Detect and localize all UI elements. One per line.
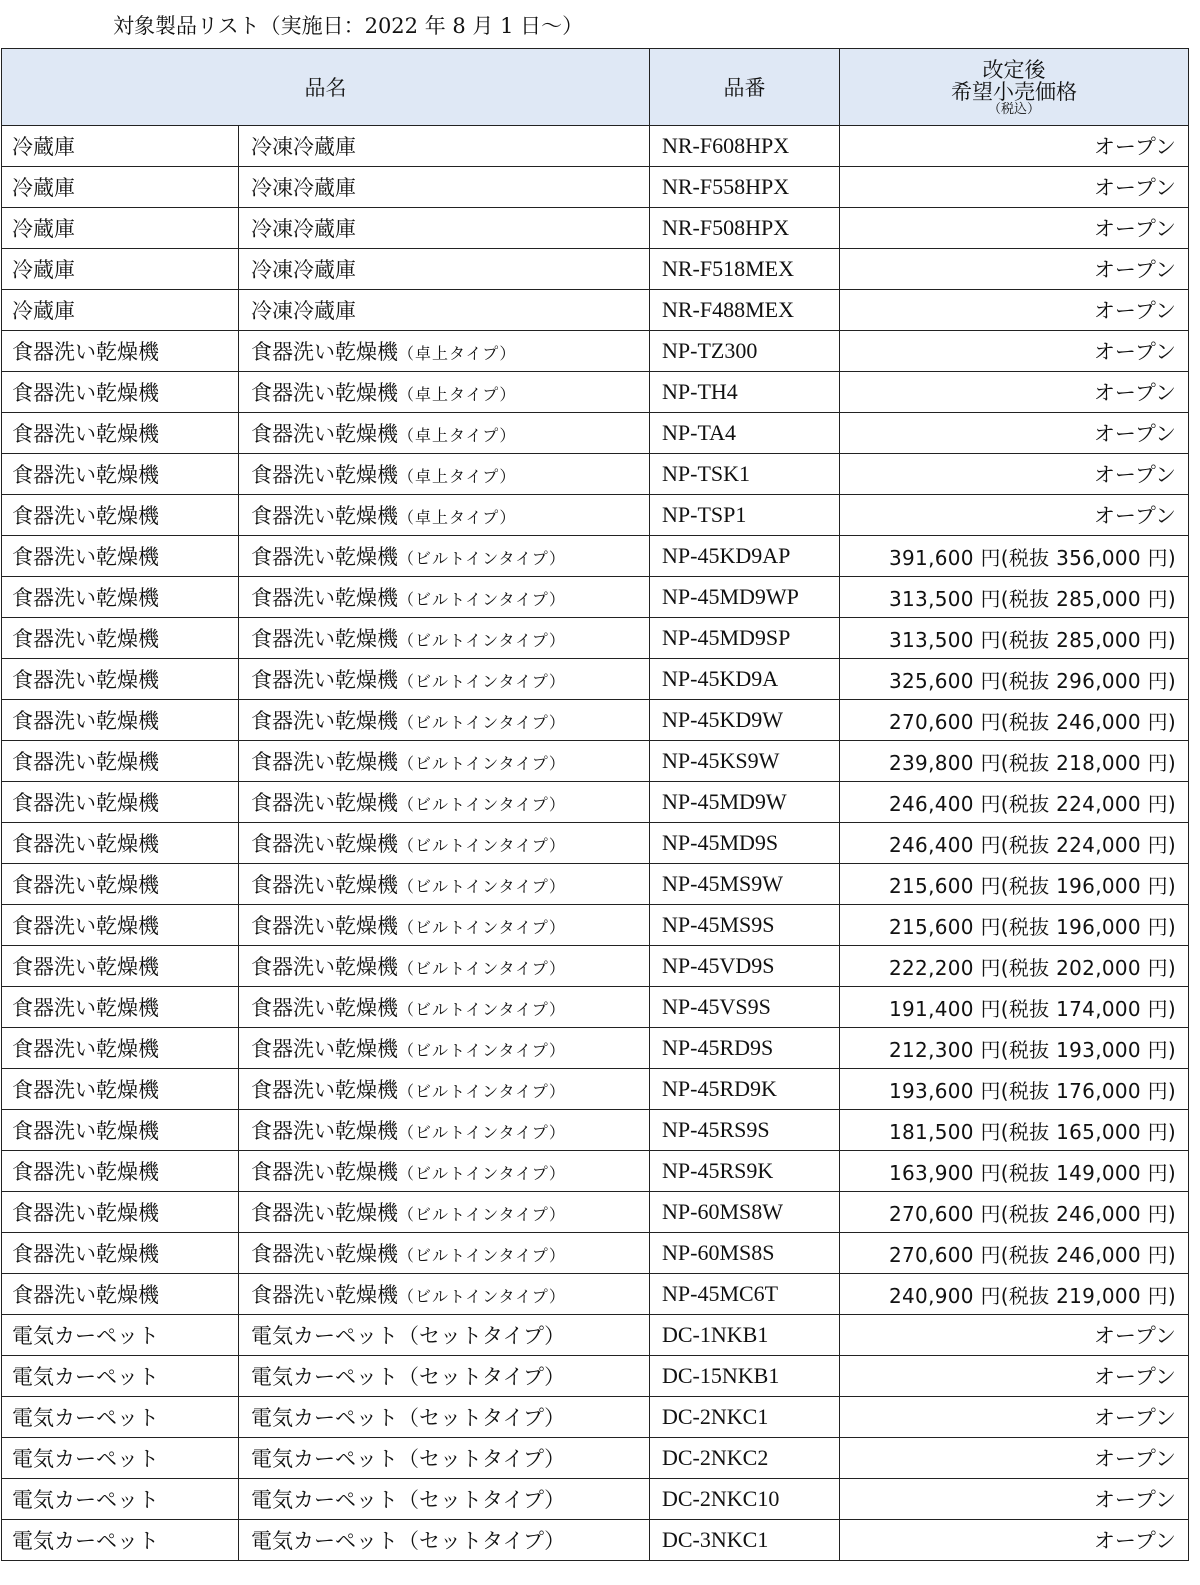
- category-cell: 食器洗い乾燥機: [2, 1069, 239, 1110]
- product-name-cell: [239, 1356, 650, 1397]
- retail-price-cell: オープン: [840, 290, 1189, 331]
- product-name-cell: [239, 1438, 650, 1479]
- table-row: [2, 659, 1189, 700]
- product-name: 食器洗い乾燥機: [251, 422, 398, 446]
- product-name-cell: [239, 987, 650, 1028]
- table-row: [2, 1069, 1189, 1110]
- category-cell: 食器洗い乾燥機: [2, 536, 239, 577]
- category-cell: 冷蔵庫: [2, 290, 239, 331]
- category-cell: 食器洗い乾燥機: [2, 823, 239, 864]
- product-name: 食器洗い乾燥機: [251, 545, 398, 569]
- retail-price-cell: オープン: [840, 1479, 1189, 1520]
- retail-price-cell: 215,600 円(税抜 196,000 円): [840, 905, 1189, 946]
- product-name: 食器洗い乾燥機: [251, 955, 398, 979]
- category-cell: 食器洗い乾燥機: [2, 454, 239, 495]
- table-row: [2, 495, 1189, 536]
- product-type-suffix: （ビルトインタイプ）: [398, 1123, 566, 1142]
- product-name: 食器洗い乾燥機: [251, 791, 398, 815]
- product-name: 食器洗い乾燥機: [251, 1078, 398, 1102]
- product-name-cell: [239, 1315, 650, 1356]
- product-name-cell: [239, 249, 650, 290]
- table-row: [2, 700, 1189, 741]
- table-row: [2, 1274, 1189, 1315]
- table-row: [2, 249, 1189, 290]
- product-name-cell: [239, 167, 650, 208]
- model-number-cell: NP-45MD9S: [650, 823, 840, 864]
- model-number-cell: DC-2NKC1: [650, 1397, 840, 1438]
- table-row: [2, 946, 1189, 987]
- product-type-suffix: （卓上タイプ）: [398, 467, 517, 486]
- category-cell: 食器洗い乾燥機: [2, 495, 239, 536]
- category-cell: 食器洗い乾燥機: [2, 700, 239, 741]
- table-row: [2, 1110, 1189, 1151]
- product-name-cell: [239, 536, 650, 577]
- product-name-cell: [239, 1110, 650, 1151]
- model-number-cell: NR-F488MEX: [650, 290, 840, 331]
- table-row: [2, 1192, 1189, 1233]
- product-type-suffix: （ビルトインタイプ）: [398, 672, 566, 691]
- retail-price-cell: 212,300 円(税抜 193,000 円): [840, 1028, 1189, 1069]
- model-number-cell: NP-45KD9A: [650, 659, 840, 700]
- retail-price-cell: オープン: [840, 208, 1189, 249]
- product-name: 食器洗い乾燥機: [251, 1242, 398, 1266]
- model-number-cell: NP-45MD9SP: [650, 618, 840, 659]
- product-name: 食器洗い乾燥機: [251, 1160, 398, 1184]
- category-cell: 冷蔵庫: [2, 167, 239, 208]
- product-name-cell: [239, 1069, 650, 1110]
- retail-price-cell: 163,900 円(税抜 149,000 円): [840, 1151, 1189, 1192]
- table-row: [2, 126, 1189, 167]
- retail-price-cell: オープン: [840, 331, 1189, 372]
- retail-price-cell: オープン: [840, 1356, 1189, 1397]
- product-type-suffix: （ビルトインタイプ）: [398, 713, 566, 732]
- product-name: 冷凍冷蔵庫: [251, 176, 356, 200]
- model-number-cell: DC-3NKC1: [650, 1520, 840, 1561]
- category-cell: 食器洗い乾燥機: [2, 1151, 239, 1192]
- table-row: [2, 1356, 1189, 1397]
- product-name: 冷凍冷蔵庫: [251, 217, 356, 241]
- category-cell: 電気カーペット: [2, 1479, 239, 1520]
- model-number-cell: NP-45VS9S: [650, 987, 840, 1028]
- document-title: 対象製品リスト（実施日：2022 年 8 月 1 日〜）: [113, 14, 584, 38]
- header-retail-price: [840, 49, 1189, 126]
- model-number-cell: NP-45MD9WP: [650, 577, 840, 618]
- model-number-cell: NP-TSK1: [650, 454, 840, 495]
- model-number-cell: NP-45KD9AP: [650, 536, 840, 577]
- product-name: 食器洗い乾燥機: [251, 1037, 398, 1061]
- table-row: [2, 987, 1189, 1028]
- category-cell: 食器洗い乾燥機: [2, 372, 239, 413]
- product-name: 食器洗い乾燥機: [251, 996, 398, 1020]
- model-number-cell: NP-TZ300: [650, 331, 840, 372]
- table-row: [2, 1151, 1189, 1192]
- product-name-cell: [239, 700, 650, 741]
- product-name-cell: [239, 946, 650, 987]
- retail-price-cell: 193,600 円(税抜 176,000 円): [840, 1069, 1189, 1110]
- model-number-cell: NP-45MS9W: [650, 864, 840, 905]
- product-name: 食器洗い乾燥機: [251, 586, 398, 610]
- model-number-cell: DC-2NKC10: [650, 1479, 840, 1520]
- product-name-cell: [239, 1520, 650, 1561]
- table-row: [2, 905, 1189, 946]
- product-name: 食器洗い乾燥機: [251, 668, 398, 692]
- retail-price-cell: オープン: [840, 454, 1189, 495]
- category-cell: 電気カーペット: [2, 1356, 239, 1397]
- product-type-suffix: （ビルトインタイプ）: [398, 1000, 566, 1019]
- product-name-cell: [239, 372, 650, 413]
- product-name: 食器洗い乾燥機: [251, 709, 398, 733]
- product-name: 食器洗い乾燥機: [251, 504, 398, 528]
- retail-price-cell: 181,500 円(税抜 165,000 円): [840, 1110, 1189, 1151]
- category-cell: 冷蔵庫: [2, 126, 239, 167]
- product-name: 食器洗い乾燥機: [251, 381, 398, 405]
- product-name: 食器洗い乾燥機: [251, 1119, 398, 1143]
- product-name: 食器洗い乾燥機: [251, 914, 398, 938]
- product-name: 冷凍冷蔵庫: [251, 258, 356, 282]
- product-type-suffix: （ビルトインタイプ）: [398, 1205, 566, 1224]
- product-name-cell: [239, 659, 650, 700]
- category-cell: 電気カーペット: [2, 1315, 239, 1356]
- category-cell: 食器洗い乾燥機: [2, 864, 239, 905]
- table-row: [2, 741, 1189, 782]
- table-row: [2, 1397, 1189, 1438]
- retail-price-cell: 191,400 円(税抜 174,000 円): [840, 987, 1189, 1028]
- product-name-cell: [239, 1233, 650, 1274]
- model-number-cell: DC-1NKB1: [650, 1315, 840, 1356]
- model-number-cell: NP-TH4: [650, 372, 840, 413]
- retail-price-cell: 325,600 円(税抜 296,000 円): [840, 659, 1189, 700]
- retail-price-cell: オープン: [840, 126, 1189, 167]
- retail-price-cell: 270,600 円(税抜 246,000 円): [840, 1233, 1189, 1274]
- product-name: 食器洗い乾燥機: [251, 1283, 398, 1307]
- model-number-cell: NR-F558HPX: [650, 167, 840, 208]
- table-row: [2, 618, 1189, 659]
- product-name-cell: [239, 1397, 650, 1438]
- product-name-cell: [239, 1151, 650, 1192]
- product-type-suffix: （ビルトインタイプ）: [398, 631, 566, 650]
- table-row: [2, 208, 1189, 249]
- header-price-note: （税込）: [987, 102, 1040, 117]
- product-type-suffix: （ビルトインタイプ）: [398, 959, 566, 978]
- category-cell: 食器洗い乾燥機: [2, 1192, 239, 1233]
- model-number-cell: NP-45RD9S: [650, 1028, 840, 1069]
- table-row: [2, 413, 1189, 454]
- retail-price-cell: オープン: [840, 249, 1189, 290]
- table-row: [2, 823, 1189, 864]
- retail-price-cell: オープン: [840, 1520, 1189, 1561]
- category-cell: 食器洗い乾燥機: [2, 577, 239, 618]
- retail-price-cell: 246,400 円(税抜 224,000 円): [840, 782, 1189, 823]
- category-cell: 冷蔵庫: [2, 249, 239, 290]
- category-cell: 食器洗い乾燥機: [2, 905, 239, 946]
- table-row: [2, 1479, 1189, 1520]
- product-name-cell: [239, 1192, 650, 1233]
- retail-price-cell: オープン: [840, 413, 1189, 454]
- category-cell: 食器洗い乾燥機: [2, 659, 239, 700]
- model-number-cell: NP-TSP1: [650, 495, 840, 536]
- category-cell: 食器洗い乾燥機: [2, 1274, 239, 1315]
- product-name-cell: [239, 208, 650, 249]
- product-name: 電気カーペット（セットタイプ）: [251, 1447, 566, 1471]
- product-type-suffix: （ビルトインタイプ）: [398, 1164, 566, 1183]
- product-name: 電気カーペット（セットタイプ）: [251, 1365, 566, 1389]
- product-type-suffix: （ビルトインタイプ）: [398, 1082, 566, 1101]
- category-cell: 食器洗い乾燥機: [2, 987, 239, 1028]
- model-number-cell: NP-45KD9W: [650, 700, 840, 741]
- model-number-cell: DC-15NKB1: [650, 1356, 840, 1397]
- product-name-cell: [239, 782, 650, 823]
- product-type-suffix: （ビルトインタイプ）: [398, 754, 566, 773]
- table-row: [2, 167, 1189, 208]
- category-cell: 食器洗い乾燥機: [2, 413, 239, 454]
- model-number-cell: NP-45RS9S: [650, 1110, 840, 1151]
- product-type-suffix: （ビルトインタイプ）: [398, 1287, 566, 1306]
- retail-price-cell: 270,600 円(税抜 246,000 円): [840, 1192, 1189, 1233]
- retail-price-cell: 215,600 円(税抜 196,000 円): [840, 864, 1189, 905]
- retail-price-cell: オープン: [840, 167, 1189, 208]
- product-name-cell: [239, 331, 650, 372]
- product-type-suffix: （卓上タイプ）: [398, 508, 517, 527]
- category-cell: 電気カーペット: [2, 1438, 239, 1479]
- model-number-cell: NP-45MD9W: [650, 782, 840, 823]
- model-number-cell: NP-45KS9W: [650, 741, 840, 782]
- category-cell: 食器洗い乾燥機: [2, 946, 239, 987]
- product-type-suffix: （ビルトインタイプ）: [398, 1246, 566, 1265]
- retail-price-cell: 313,500 円(税抜 285,000 円): [840, 618, 1189, 659]
- table-row: [2, 1233, 1189, 1274]
- product-name: 冷凍冷蔵庫: [251, 135, 356, 159]
- product-type-suffix: （ビルトインタイプ）: [398, 590, 566, 609]
- category-cell: 食器洗い乾燥機: [2, 618, 239, 659]
- table-body: [2, 126, 1189, 1561]
- retail-price-cell: 239,800 円(税抜 218,000 円): [840, 741, 1189, 782]
- table-row: [2, 782, 1189, 823]
- table-row: [2, 1520, 1189, 1561]
- model-number-cell: NR-F518MEX: [650, 249, 840, 290]
- retail-price-cell: オープン: [840, 1397, 1189, 1438]
- product-name-cell: [239, 290, 650, 331]
- model-number-cell: DC-2NKC2: [650, 1438, 840, 1479]
- product-name: 食器洗い乾燥機: [251, 873, 398, 897]
- model-number-cell: NR-F608HPX: [650, 126, 840, 167]
- product-type-suffix: （卓上タイプ）: [398, 344, 517, 363]
- header-price-line2: 希望小売価格: [951, 80, 1077, 104]
- header-row: [2, 49, 1189, 126]
- category-cell: 冷蔵庫: [2, 208, 239, 249]
- product-type-suffix: （ビルトインタイプ）: [398, 836, 566, 855]
- table-row: [2, 372, 1189, 413]
- model-number-cell: NR-F508HPX: [650, 208, 840, 249]
- product-name: 食器洗い乾燥機: [251, 750, 398, 774]
- product-type-suffix: （ビルトインタイプ）: [398, 795, 566, 814]
- model-number-cell: NP-45VD9S: [650, 946, 840, 987]
- table-row: [2, 454, 1189, 495]
- product-name-cell: [239, 454, 650, 495]
- category-cell: 電気カーペット: [2, 1397, 239, 1438]
- product-name: 電気カーペット（セットタイプ）: [251, 1488, 566, 1512]
- table-row: [2, 864, 1189, 905]
- product-name-cell: [239, 1028, 650, 1069]
- table-header: [2, 49, 1189, 126]
- product-name: 電気カーペット（セットタイプ）: [251, 1406, 566, 1430]
- product-type-suffix: （卓上タイプ）: [398, 426, 517, 445]
- retail-price-cell: 270,600 円(税抜 246,000 円): [840, 700, 1189, 741]
- header-price-line1: 改定後: [982, 58, 1046, 82]
- product-name: 電気カーペット（セットタイプ）: [251, 1324, 566, 1348]
- product-name-cell: [239, 577, 650, 618]
- retail-price-cell: 222,200 円(税抜 202,000 円): [840, 946, 1189, 987]
- model-number-cell: NP-60MS8S: [650, 1233, 840, 1274]
- model-number-cell: NP-60MS8W: [650, 1192, 840, 1233]
- model-number-cell: NP-45MS9S: [650, 905, 840, 946]
- product-type-suffix: （ビルトインタイプ）: [398, 918, 566, 937]
- product-list-table: [1, 48, 1189, 1561]
- product-name-cell: [239, 823, 650, 864]
- product-type-suffix: （ビルトインタイプ）: [398, 877, 566, 896]
- product-name: 食器洗い乾燥機: [251, 463, 398, 487]
- model-number-cell: NP-45RS9K: [650, 1151, 840, 1192]
- product-name-cell: [239, 618, 650, 659]
- category-cell: 食器洗い乾燥機: [2, 1233, 239, 1274]
- product-name-cell: [239, 1274, 650, 1315]
- retail-price-cell: 240,900 円(税抜 219,000 円): [840, 1274, 1189, 1315]
- category-cell: 食器洗い乾燥機: [2, 741, 239, 782]
- table-row: [2, 331, 1189, 372]
- retail-price-cell: オープン: [840, 1315, 1189, 1356]
- retail-price-cell: 313,500 円(税抜 285,000 円): [840, 577, 1189, 618]
- product-name-cell: [239, 741, 650, 782]
- model-number-cell: NP-45MC6T: [650, 1274, 840, 1315]
- category-cell: 食器洗い乾燥機: [2, 331, 239, 372]
- product-name-cell: [239, 905, 650, 946]
- table-row: [2, 1028, 1189, 1069]
- product-name-cell: [239, 1479, 650, 1520]
- retail-price-cell: オープン: [840, 495, 1189, 536]
- table-row: [2, 536, 1189, 577]
- product-name-cell: [239, 864, 650, 905]
- product-name: 食器洗い乾燥機: [251, 832, 398, 856]
- table-row: [2, 577, 1189, 618]
- category-cell: 食器洗い乾燥機: [2, 1028, 239, 1069]
- product-name: 食器洗い乾燥機: [251, 340, 398, 364]
- retail-price-cell: オープン: [840, 1438, 1189, 1479]
- retail-price-cell: オープン: [840, 372, 1189, 413]
- category-cell: 電気カーペット: [2, 1520, 239, 1561]
- product-name: 食器洗い乾燥機: [251, 627, 398, 651]
- product-name-cell: [239, 126, 650, 167]
- product-name: 冷凍冷蔵庫: [251, 299, 356, 323]
- category-cell: 食器洗い乾燥機: [2, 1110, 239, 1151]
- product-name: 電気カーペット（セットタイプ）: [251, 1529, 566, 1553]
- table-row: [2, 1315, 1189, 1356]
- retail-price-cell: 246,400 円(税抜 224,000 円): [840, 823, 1189, 864]
- product-name-cell: [239, 413, 650, 454]
- product-name-cell: [239, 495, 650, 536]
- category-cell: 食器洗い乾燥機: [2, 782, 239, 823]
- product-type-suffix: （卓上タイプ）: [398, 385, 517, 404]
- header-model-number: 品番: [650, 49, 840, 126]
- model-number-cell: NP-45RD9K: [650, 1069, 840, 1110]
- product-type-suffix: （ビルトインタイプ）: [398, 549, 566, 568]
- model-number-cell: NP-TA4: [650, 413, 840, 454]
- table-row: [2, 1438, 1189, 1479]
- header-product-name: 品名: [2, 49, 650, 126]
- retail-price-cell: 391,600 円(税抜 356,000 円): [840, 536, 1189, 577]
- table-row: [2, 290, 1189, 331]
- product-type-suffix: （ビルトインタイプ）: [398, 1041, 566, 1060]
- product-name: 食器洗い乾燥機: [251, 1201, 398, 1225]
